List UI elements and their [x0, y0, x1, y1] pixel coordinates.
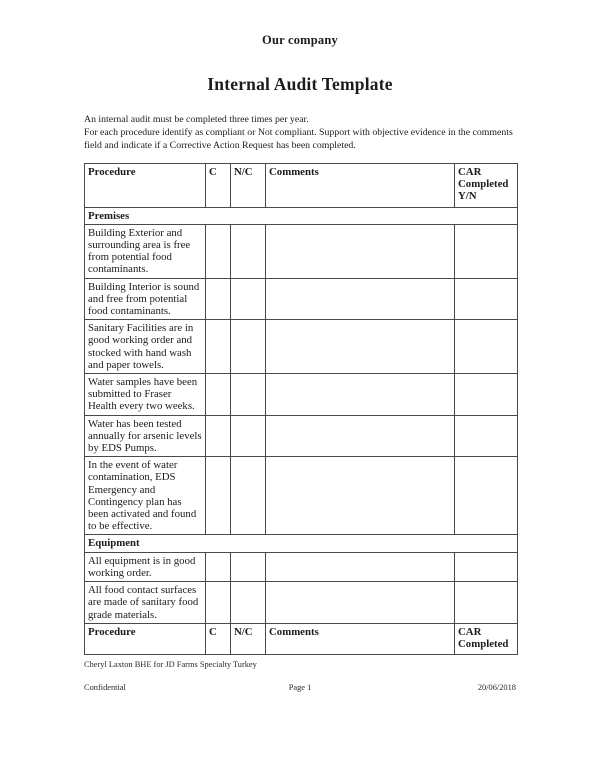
repeat-header-car: CAR Completed	[455, 623, 518, 654]
procedure-cell: In the event of water contamination, EDS Emergency and Contingency plan has been activated and found to be effective.	[85, 457, 206, 535]
comments-cell	[266, 374, 455, 416]
not-compliant-cell	[231, 415, 266, 457]
column-header-comments: Comments	[266, 164, 455, 208]
table-row	[85, 415, 518, 457]
section-row-equipment	[85, 535, 518, 552]
car-cell	[455, 374, 518, 416]
car-cell	[455, 582, 518, 624]
table-row	[85, 374, 518, 416]
compliant-cell	[206, 552, 231, 581]
repeat-header-procedure: Procedure	[85, 623, 206, 654]
car-cell	[455, 457, 518, 535]
not-compliant-cell	[231, 582, 266, 624]
column-header-compliant: C	[206, 164, 231, 208]
section-label-equipment: Equipment	[85, 535, 518, 552]
car-cell	[455, 552, 518, 581]
document-content	[84, 0, 516, 693]
intro-line-2: For each procedure identify as compliant or Not compliant. Support with objective evidence in the comments field and indicate if a Corrective Action Request has been completed.	[84, 127, 513, 151]
footer-date: 20/06/2018	[477, 683, 516, 693]
table-row	[85, 278, 518, 320]
compliant-cell	[206, 278, 231, 320]
page-footer	[84, 683, 516, 693]
column-header-car: CAR Completed Y/N	[455, 164, 518, 208]
repeat-header-compliant: C	[206, 623, 231, 654]
table-row	[85, 320, 518, 374]
page-number: Page 1	[288, 683, 312, 693]
not-compliant-cell	[231, 320, 266, 374]
car-cell	[455, 278, 518, 320]
not-compliant-cell	[231, 278, 266, 320]
procedure-cell: All equipment is in good working order.	[85, 552, 206, 581]
car-cell	[455, 224, 518, 278]
procedure-cell: Building Interior is sound and free from potential food contaminants.	[85, 278, 206, 320]
not-compliant-cell	[231, 224, 266, 278]
table-row	[85, 457, 518, 535]
comments-cell	[266, 278, 455, 320]
procedure-cell: Water samples have been submitted to Fraser Health every two weeks.	[85, 374, 206, 416]
column-header-not-compliant: N/C	[231, 164, 266, 208]
audit-table	[84, 163, 518, 655]
section-label-premises: Premises	[85, 207, 518, 224]
table-row	[85, 582, 518, 624]
column-header-procedure: Procedure	[85, 164, 206, 208]
car-cell	[455, 415, 518, 457]
compliant-cell	[206, 582, 231, 624]
not-compliant-cell	[231, 374, 266, 416]
procedure-cell: All food contact surfaces are made of sanitary food grade materials.	[85, 582, 206, 624]
compliant-cell	[206, 415, 231, 457]
page-title: Internal Audit Template	[207, 74, 393, 94]
compliant-cell	[206, 457, 231, 535]
table-repeat-header-row	[85, 623, 518, 654]
company-name: Our company	[262, 33, 338, 47]
comments-cell	[266, 224, 455, 278]
table-header-row	[85, 164, 518, 208]
compliant-cell	[206, 320, 231, 374]
car-cell	[455, 320, 518, 374]
comments-cell	[266, 320, 455, 374]
compliant-cell	[206, 374, 231, 416]
table-row	[85, 224, 518, 278]
compliant-cell	[206, 224, 231, 278]
procedure-cell: Building Exterior and surrounding area is free from potential food contaminants.	[85, 224, 206, 278]
not-compliant-cell	[231, 552, 266, 581]
procedure-cell: Sanitary Facilities are in good working order and stocked with hand wash and paper towels.	[85, 320, 206, 374]
comments-cell	[266, 582, 455, 624]
repeat-header-comments: Comments	[266, 623, 455, 654]
procedure-cell: Water has been tested annually for arsenic levels by EDS Pumps.	[85, 415, 206, 457]
confidential-label: Confidential	[84, 683, 126, 693]
not-compliant-cell	[231, 457, 266, 535]
author-byline: Cheryl Laxton BHE for JD Farms Specialty Turkey	[84, 660, 257, 670]
intro-line-1: An internal audit must be completed three times per year.	[84, 114, 309, 125]
comments-cell	[266, 415, 455, 457]
repeat-header-not-compliant: N/C	[231, 623, 266, 654]
table-row	[85, 552, 518, 581]
comments-cell	[266, 552, 455, 581]
comments-cell	[266, 457, 455, 535]
intro-text	[84, 113, 516, 152]
section-row-premises	[85, 207, 518, 224]
